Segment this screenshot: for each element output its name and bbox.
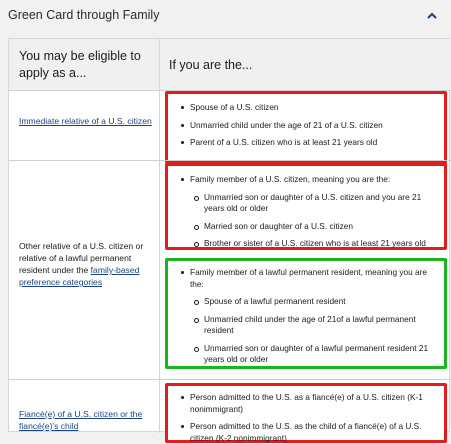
family-preference-link[interactable]: family-based preference categories xyxy=(19,265,140,287)
other-relative-text: Other relative of a U.S. citizen or relative of a lawful permanent resident under the xyxy=(19,241,144,275)
fiance-link[interactable]: Fiancé(e) of a U.S. citizen or the fiancé(e)'s child xyxy=(19,409,143,431)
list-item: Person admitted to the U.S. as a fiancé(e) of a U.S. citizen (K-1 nonimmigrant) xyxy=(176,392,438,415)
immediate-relative-list xyxy=(168,94,444,149)
list-item: Brother or sister of a U.S. citizen who is at least 21 years old xyxy=(176,238,438,250)
table-header xyxy=(9,39,451,91)
chevron-up-icon[interactable] xyxy=(425,8,439,22)
immediate-relative-link[interactable]: Immediate relative of a U.S. citizen xyxy=(19,116,152,126)
row-immediate-relative-category xyxy=(19,115,154,127)
row-divider xyxy=(9,160,451,161)
list-item: Unmarried child under the age of 21of a lawful permanent resident xyxy=(176,314,438,337)
list-item: Unmarried son or daughter of a lawful permanent resident 21 years old or older xyxy=(176,343,438,366)
list-item: Married son or daughter of a U.S. citizen xyxy=(176,221,438,233)
eligibility-table xyxy=(8,38,450,443)
lpr-family-box xyxy=(165,258,447,369)
column-divider xyxy=(159,39,160,433)
citizen-family-box xyxy=(165,163,447,250)
citizen-family-list xyxy=(168,166,444,250)
header-if-you-are: If you are the... xyxy=(169,57,253,72)
lpr-family-list xyxy=(168,261,444,366)
list-item: Parent of a U.S. citizen who is at least 21 years old xyxy=(176,137,438,149)
header-eligible: You may be eligible to apply as a... xyxy=(19,49,141,80)
row-divider xyxy=(9,379,451,380)
list-item: Unmarried child under the age of 21 of a U.S. citizen xyxy=(176,120,438,132)
accordion-title: Green Card through Family xyxy=(8,8,160,22)
list-item: Spouse of a U.S. citizen xyxy=(176,102,438,114)
row-other-relative-category xyxy=(19,240,154,288)
immediate-relative-box xyxy=(165,91,447,164)
list-item: Family member of a U.S. citizen, meaning you are the: xyxy=(176,174,438,186)
accordion-header[interactable] xyxy=(0,0,450,30)
list-item: Spouse of a lawful permanent resident xyxy=(176,296,438,308)
fiance-box xyxy=(165,383,447,443)
list-item: Unmarried son or daughter of a U.S. citizen and you are 21 years old or older xyxy=(176,192,438,215)
row-fiance-category xyxy=(19,408,154,432)
list-item: Family member of a lawful permanent resident, meaning you are the: xyxy=(176,267,438,290)
list-item: Person admitted to the U.S. as the child of a fiancé(e) of a U.S. citizen (K-2 nonimmigrant) xyxy=(176,421,438,444)
fiance-list xyxy=(168,386,444,444)
